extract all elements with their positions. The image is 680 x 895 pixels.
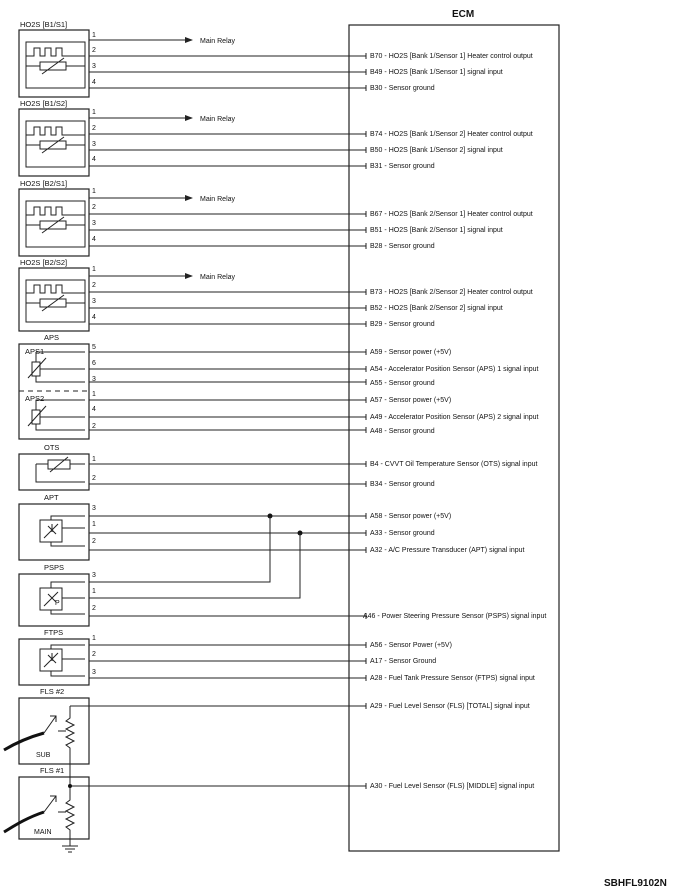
ots-sensor	[19, 443, 96, 490]
ecm-b4-label: B4 - CVVT Oil Temperature Sensor (OTS) signal input	[370, 461, 538, 468]
figure-code: SBHFL9102N	[604, 878, 667, 889]
ho2s-b2s1-title: HO2S [B2/S1]	[20, 179, 68, 188]
psps-sensor	[19, 563, 96, 626]
main-relay-label: Main Relay	[200, 116, 236, 123]
ecm-a58-label: A58 - Sensor power (+5V)	[370, 513, 452, 520]
pin-number: 1	[92, 588, 96, 595]
pin-number: 3	[92, 505, 96, 512]
pin-number: 2	[92, 282, 96, 289]
pin-number: 2	[92, 423, 96, 430]
pin-number: 3	[92, 669, 96, 676]
ftps-title: FTPS	[44, 628, 64, 637]
aps-sensor	[19, 333, 96, 439]
ho2s-b1s1-box	[19, 30, 89, 97]
main-relay-label: Main Relay	[200, 196, 236, 203]
ho2s-b2s1-sensor	[19, 179, 96, 256]
pin-number: 2	[92, 47, 96, 54]
ecm-b28-label: B28 - Sensor ground	[370, 243, 435, 250]
ftps-box	[19, 639, 89, 685]
ecm-b51-label: B51 - HO2S [Bank 2/Sensor 1] signal input	[370, 227, 503, 234]
pin-number: 1	[92, 391, 96, 398]
pin-number: 6	[92, 360, 96, 367]
pin-number: 1	[92, 266, 96, 273]
ho2s-b2s1-box	[19, 189, 89, 256]
ecm-a49-label: A49 - Accelerator Position Sensor (APS) 2 signal input	[370, 414, 539, 421]
ots-title: OTS	[44, 443, 60, 452]
pin-number: 4	[92, 236, 96, 243]
fls1-title: FLS #1	[40, 766, 65, 775]
ecm-a46-label: A46 - Power Steering Pressure Sensor (PSPS) signal input	[363, 613, 547, 620]
pin-number: 4	[92, 314, 96, 321]
ecm-a56-label: A56 - Sensor Power (+5V)	[370, 642, 452, 649]
fls1-sensor	[4, 766, 89, 846]
ho2s-b1s2-title: HO2S [B1/S2]	[20, 99, 68, 108]
ots-box	[19, 454, 89, 490]
ecm-a17-label: A17 - Sensor Ground	[370, 658, 437, 665]
main-relay-label: Main Relay	[200, 38, 236, 45]
pin-number: 3	[92, 63, 96, 70]
pin-number: 1	[92, 456, 96, 463]
ecm-a57-label: A57 - Sensor power (+5V)	[370, 397, 452, 404]
pin-number: 3	[92, 220, 96, 227]
fls1-main-label: MAIN	[34, 829, 52, 836]
pin-number: 1	[92, 521, 96, 528]
apt-sensor	[19, 493, 96, 560]
pin-number: 3	[92, 298, 96, 305]
ecm-a59-label: A59 - Sensor power (+5V)	[370, 349, 452, 356]
ecm-b70-label: B70 - HO2S [Bank 1/Sensor 1] Heater control output	[370, 53, 533, 60]
ecm-a32-label: A32 - A/C Pressure Transducer (APT) signal input	[370, 547, 525, 554]
pin-number: 5	[92, 344, 96, 351]
pin-number: 2	[92, 651, 96, 658]
ecm-b29-label: B29 - Sensor ground	[370, 321, 435, 328]
pin-number: 4	[92, 406, 96, 413]
ecm-title: ECM	[452, 9, 475, 20]
pin-number: 1	[92, 109, 96, 116]
fls2-sensor	[4, 687, 89, 770]
ecm-a28-label: A28 - Fuel Tank Pressure Sensor (FTPS) signal input	[370, 675, 535, 682]
ho2s-b2s2-sensor	[19, 258, 96, 331]
ho2s-b2s2-title: HO2S [B2/S2]	[20, 258, 68, 267]
pin-number: 3	[92, 141, 96, 148]
pin-number: 2	[92, 204, 96, 211]
main-relay-label: Main Relay	[200, 274, 236, 281]
ecm-b30-label: B30 - Sensor ground	[370, 85, 435, 92]
pin-number: 2	[92, 125, 96, 132]
pin-number: 2	[92, 605, 96, 612]
ftps-sensor	[19, 628, 96, 685]
fls2-sub-label: SUB	[36, 752, 51, 759]
ho2s-b1s2-sensor	[19, 99, 96, 176]
ecm-a30-label: A30 - Fuel Level Sensor (FLS) [MIDDLE] signal input	[370, 783, 535, 790]
ecm-b49-label: B49 - HO2S [Bank 1/Sensor 1] signal input	[370, 69, 503, 76]
ecm-b34-label: B34 - Sensor ground	[370, 481, 435, 488]
psps-p-label: P	[55, 600, 60, 607]
ecm-b50-label: B50 - HO2S [Bank 1/Sensor 2] signal input	[370, 147, 503, 154]
apt-title: APT	[44, 493, 59, 502]
pin-number: 4	[92, 79, 96, 86]
pin-number: 4	[92, 156, 96, 163]
ho2s-b1s1-title: HO2S [B1/S1]	[20, 20, 68, 29]
ecm-a29-label: A29 - Fuel Level Sensor (FLS) [TOTAL] signal input	[370, 703, 530, 710]
psps-title: PSPS	[44, 563, 65, 572]
ecm-b74-label: B74 - HO2S [Bank 1/Sensor 2] Heater control output	[370, 131, 533, 138]
pin-number: 3	[92, 376, 96, 383]
aps2-title: APS2	[25, 394, 45, 403]
aps1-title: APS1	[25, 347, 45, 356]
ecm-b31-label: B31 - Sensor ground	[370, 163, 435, 170]
pin-number: 1	[92, 32, 96, 39]
ecm-a55-label: A55 - Sensor ground	[370, 380, 435, 387]
ecm-b67-label: B67 - HO2S [Bank 2/Sensor 1] Heater control output	[370, 211, 533, 218]
ecm-b73-label: B73 - HO2S [Bank 2/Sensor 2] Heater control output	[370, 289, 533, 296]
pin-number: 2	[92, 475, 96, 482]
splice-dot	[68, 784, 72, 788]
ho2s-b1s2-box	[19, 109, 89, 176]
ecm-b52-label: B52 - HO2S [Bank 2/Sensor 2] signal input	[370, 305, 503, 312]
ho2s-b1s1-sensor	[19, 20, 96, 97]
pin-number: 1	[92, 188, 96, 195]
ecm-a54-label: A54 - Accelerator Position Sensor (APS) 1 signal input	[370, 366, 539, 373]
fls2-box	[19, 698, 89, 764]
fls2-title: FLS #2	[40, 687, 65, 696]
pin-number: 3	[92, 572, 96, 579]
ecm-a48-label: A48 - Sensor ground	[370, 428, 435, 435]
pin-number: 2	[92, 538, 96, 545]
ground-icon	[62, 846, 78, 852]
pin-number: 1	[92, 635, 96, 642]
aps-title: APS	[44, 333, 60, 342]
ecm-a33-label: A33 - Sensor ground	[370, 530, 435, 537]
